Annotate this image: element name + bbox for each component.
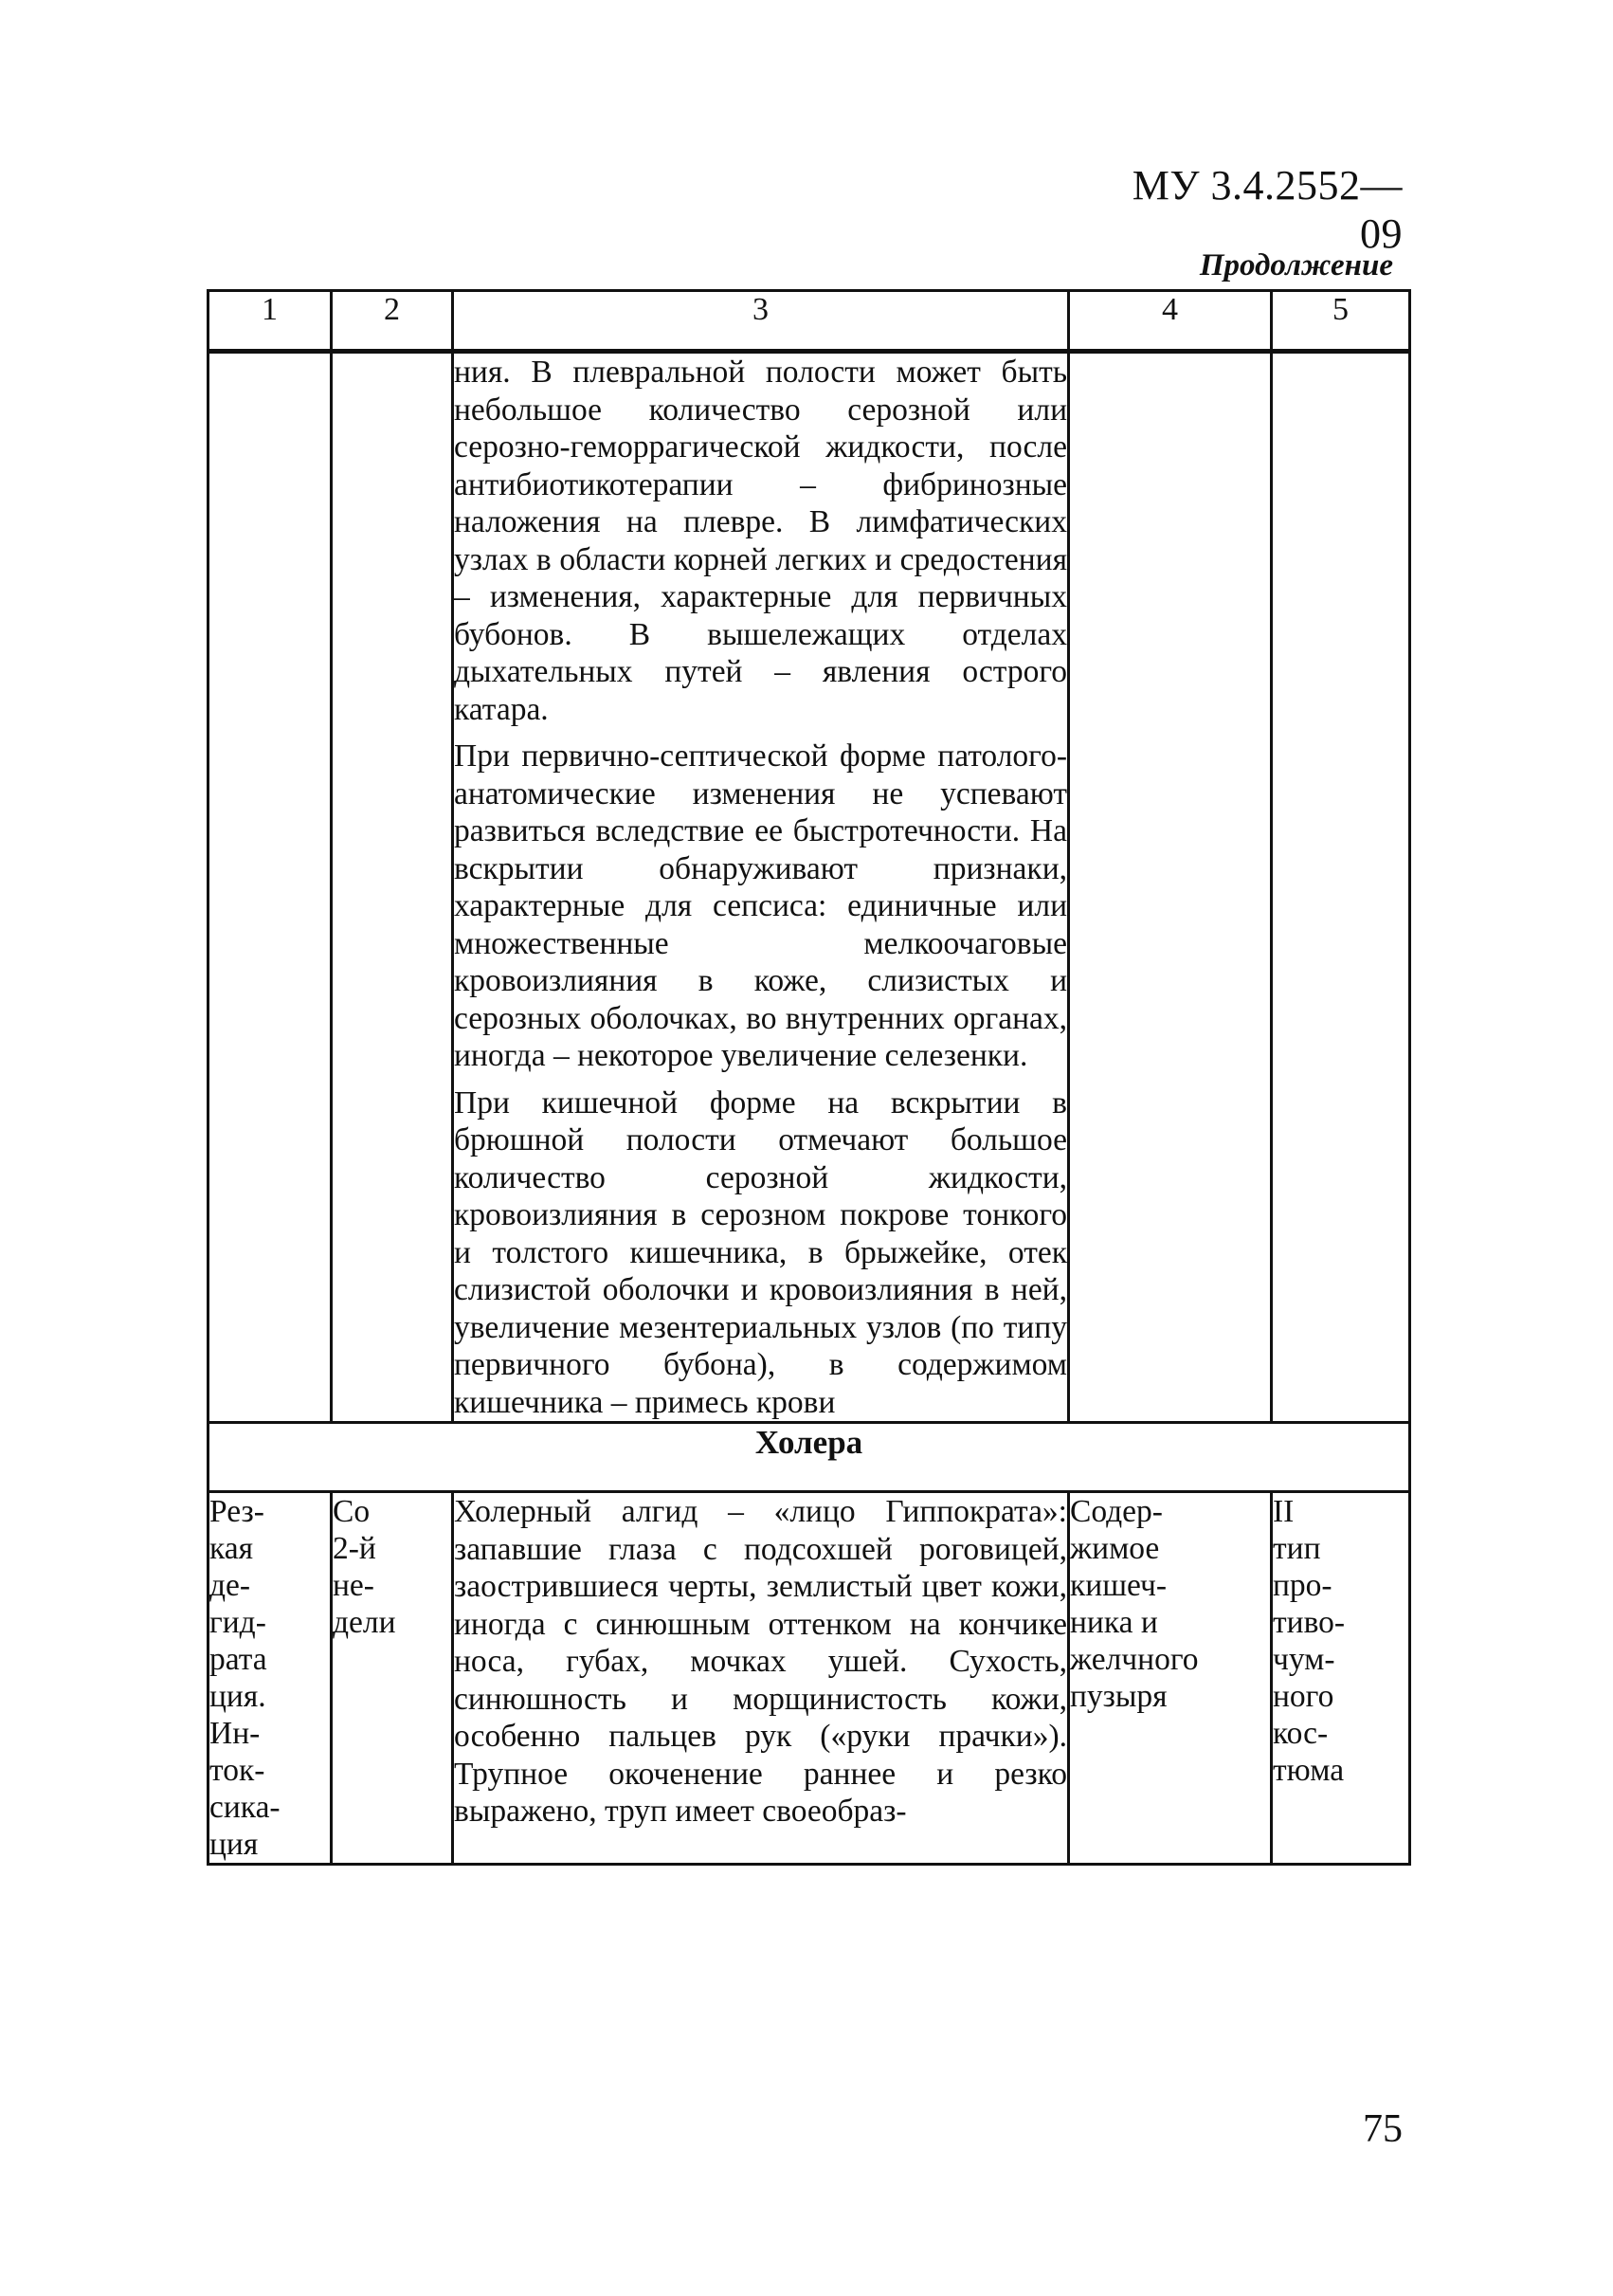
- section-title: Холера: [208, 1423, 1410, 1492]
- column-header-2: 2: [332, 291, 453, 352]
- cholera-col1-cell: [208, 1492, 332, 1865]
- cholera-col2-cell: [332, 1492, 453, 1865]
- continued-col4-cell: [1069, 352, 1272, 1423]
- column-header-5: 5: [1272, 291, 1410, 352]
- column-header-3: 3: [453, 291, 1069, 352]
- pathology-paragraph: При первично-септической форме патолого-анатомические изменения не успевают развиться вследствие ее быстротечности. На вскрытии обнаруживают признаки, характерные для сепсиса: единичные или множественные мелкоочаговые кровоизлияния в коже, слизистых и серозных оболочках, во внутренних органах, иногда – некоторое увеличение селезенки.: [454, 738, 1067, 1073]
- page-number: 75: [1363, 2107, 1403, 2151]
- cholera-col5-cell: [1272, 1492, 1410, 1865]
- continued-col5-cell: [1272, 352, 1410, 1423]
- protective-suit-text: II тип про- тиво- чум- ного кос- тюма: [1273, 1494, 1346, 1788]
- pathology-text: Холерный алгид – «лицо Гиппократа»: запавшие глаза с подсохшей роговицей, заострившиеся черты, землистый цвет кожи, иногда с синюшным оттенком на кончике носа, губах, мочках ушей. Сухость, синюшность и морщинистость кожи, особенно пальцев рук («руки прачки»). Трупное окоченение раннее и резко выражено, труп имеет своеобраз-: [454, 1494, 1067, 1829]
- material-text: Содер- жимое кишеч- ника и желчного пузыря: [1070, 1494, 1199, 1714]
- table-header-row: [208, 291, 1410, 352]
- column-header-4: 4: [1069, 291, 1272, 352]
- cholera-col4-cell: [1069, 1492, 1272, 1865]
- table-row: [208, 1492, 1410, 1865]
- continued-col1-cell: [208, 352, 332, 1423]
- continued-col3-cell: [453, 352, 1069, 1423]
- table-row: [208, 352, 1410, 1423]
- document-code: МУ 3.4.2552—09: [1132, 162, 1403, 257]
- pathology-paragraph: ния. В плевральной полости может быть небольшое количество серозной или серозно-геморрагической жидкости, после антибиотикотерапии – фибринозные наложения на плевре. В лимфатических узлах в области корней легких и средостения – изменения, характерные для первичных бубонов. В вышележащих отделах дыхательных путей – явления острого катара.: [454, 355, 1067, 727]
- pathology-paragraph: При кишечной форме на вскрытии в брюшной полости отмечают большое количество серозной жидкости, кровоизлияния в серозном покрове тонкого и толстого кишечника, в брыжейке, отек слизистой оболочки и кровоизлияния в ней, увеличение мезентериальных узлов (по типу первичного бубона), в содержимом кишечника – примесь крови: [454, 1084, 1067, 1420]
- cholera-col3-cell: [453, 1492, 1069, 1865]
- pathology-table: [207, 289, 1411, 1866]
- clinical-signs-text: Рез- кая де- гид- рата ция. Ин- ток- сика- ция: [209, 1494, 281, 1862]
- section-row: [208, 1423, 1410, 1492]
- column-header-1: 1: [208, 291, 332, 352]
- continued-col2-cell: [332, 352, 453, 1423]
- onset-time-text: Со 2-й не- дели: [333, 1494, 396, 1640]
- continuation-label: Продолжение: [1199, 248, 1393, 282]
